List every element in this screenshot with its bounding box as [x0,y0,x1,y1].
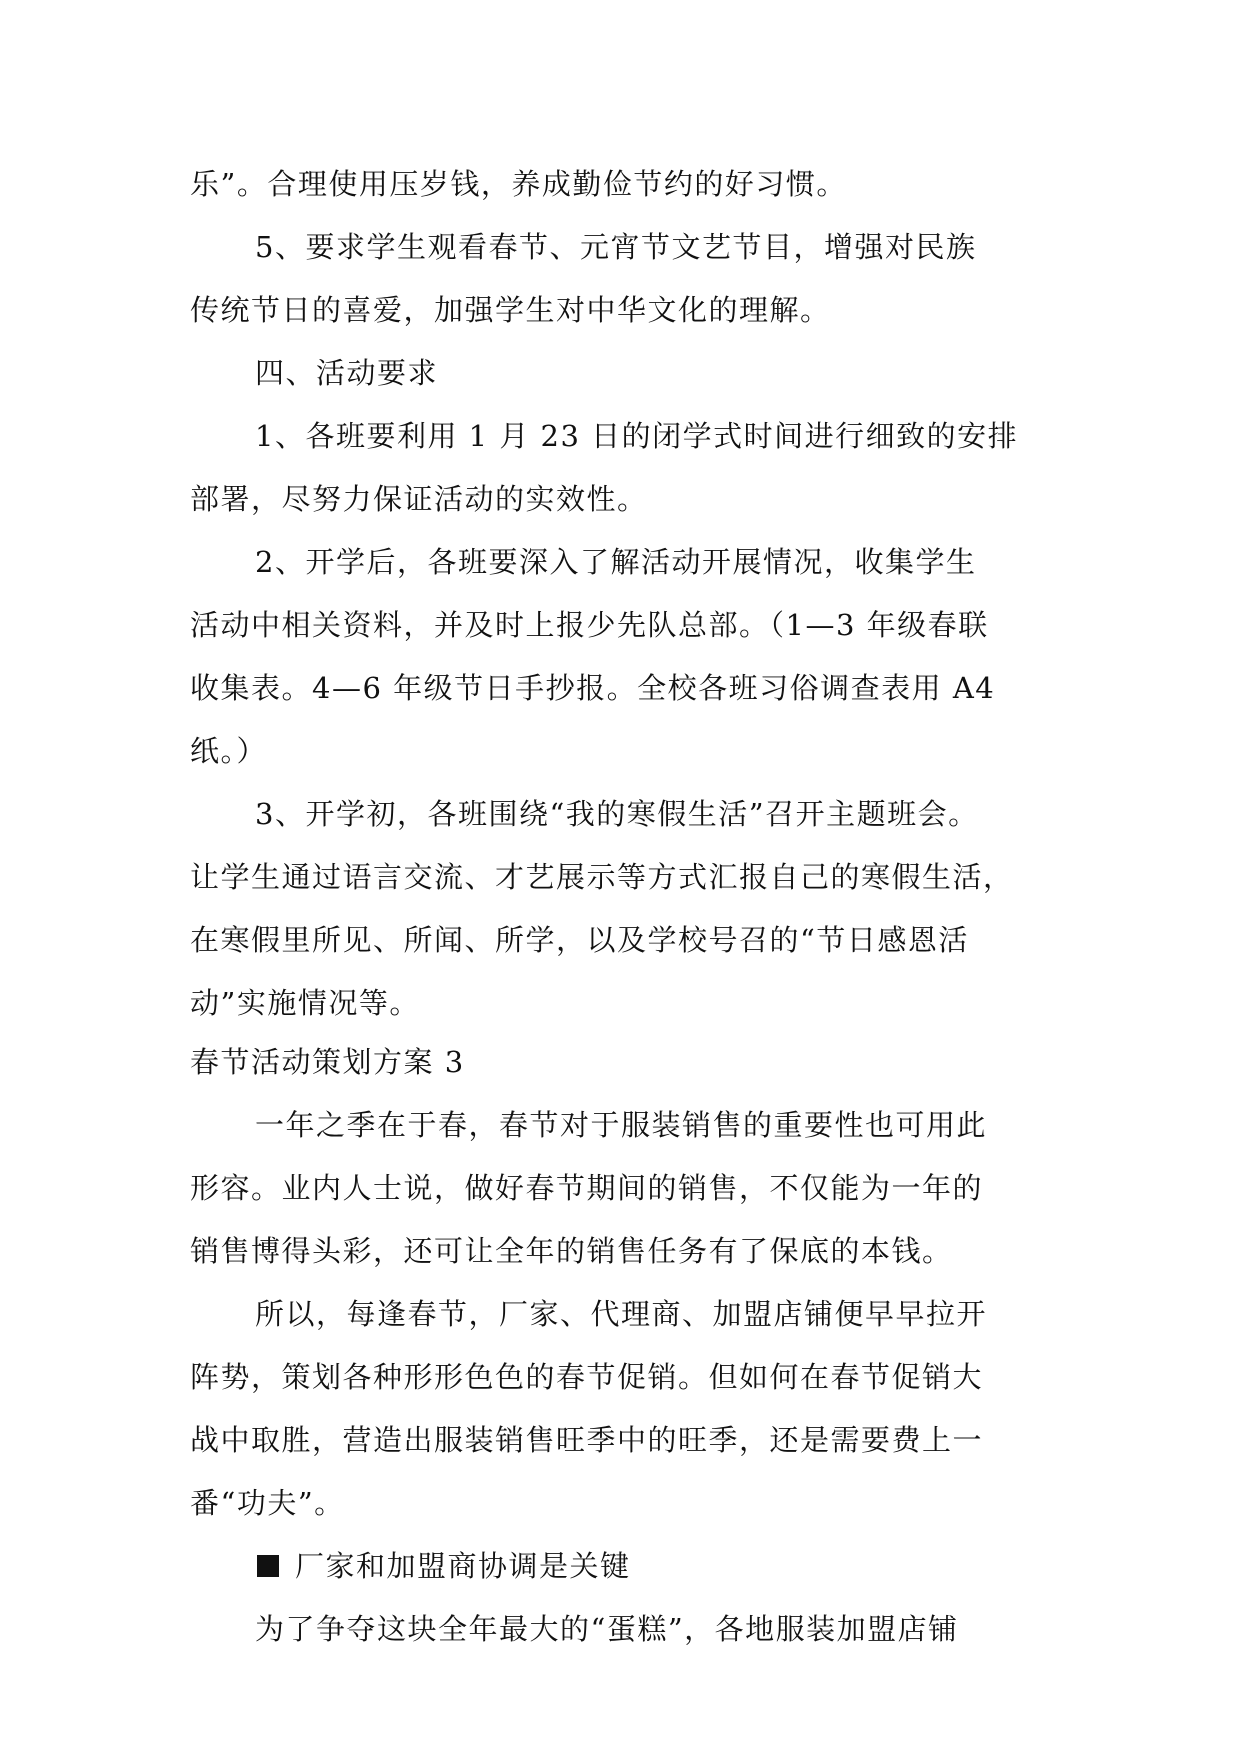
paragraph-line: 部署，尽努力保证活动的实效性。 [190,482,648,516]
paragraph-line: 活动中相关资料，并及时上报少先队总部。（1—3 年级春联 [190,608,989,642]
paragraph-line: 销售博得头彩，还可让全年的销售任务有了保底的本钱。 [190,1234,953,1268]
paragraph-line: 所以，每逢春节，厂家、代理商、加盟店铺便早早拉开 [255,1297,988,1331]
paragraph-line: 为了争夺这块全年最大的“蛋糕”，各地服装加盟店铺 [255,1612,959,1646]
paragraph-line: 乐”。合理使用压岁钱，养成勤俭节约的好习惯。 [190,167,847,201]
document-heading: 春节活动策划方案 3 [190,1045,465,1079]
paragraph-line: 让学生通过语言交流、才艺展示等方式汇报自己的寒假生活， [190,860,1014,894]
paragraph-line: 2、开学后，各班要深入了解活动开展情况，收集学生 [255,545,977,579]
paragraph-line: 在寒假里所见、所闻、所学，以及学校号召的“节日感恩活 [190,923,969,957]
paragraph-line: 5、要求学生观看春节、元宵节文艺节目，增强对民族 [255,230,977,264]
subheading: 厂家和加盟商协调是关键 [295,1549,631,1583]
paragraph-line: 纸。） [190,734,268,768]
paragraph-line: 形容。业内人士说，做好春节期间的销售，不仅能为一年的 [190,1171,984,1205]
paragraph-line: 番“功夫”。 [190,1486,345,1520]
paragraph-line: 动”实施情况等。 [190,986,420,1020]
paragraph-line: 战中取胜，营造出服装销售旺季中的旺季，还是需要费上一 [190,1423,984,1457]
paragraph-line: 传统节日的喜爱，加强学生对中华文化的理解。 [190,293,831,327]
paragraph-line: 1、各班要利用 1 月 23 日的闭学式时间进行细致的安排 [255,419,1019,453]
paragraph-line: 一年之季在于春，春节对于服装销售的重要性也可用此 [255,1108,988,1142]
section-heading: 四、活动要求 [255,356,439,390]
paragraph-line: 收集表。4—6 年级节日手抄报。全校各班习俗调查表用 A4 [190,671,996,705]
paragraph-line: 3、开学初，各班围绕“我的寒假生活”召开主题班会。 [255,797,979,831]
black-square-icon [257,1555,279,1577]
paragraph-line: 阵势，策划各种形形色色的春节促销。但如何在春节促销大 [190,1360,984,1394]
